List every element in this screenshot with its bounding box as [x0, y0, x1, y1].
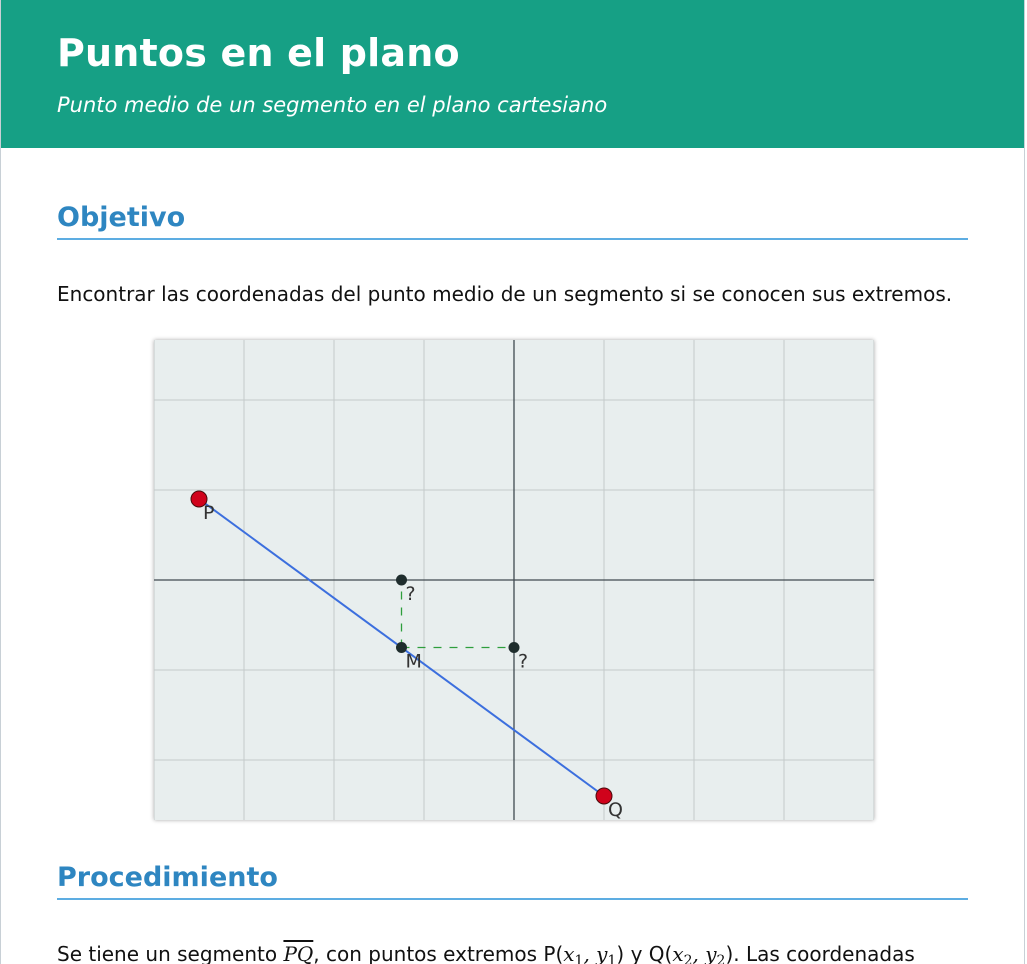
math-x1: $x_1$, $y_1$	[563, 942, 617, 964]
page-subtitle: Punto medio de un segmento en el plano cartesiano	[57, 93, 608, 117]
page-title: Puntos en el plano	[57, 31, 460, 75]
math-x2: $x_2$, $y_2$	[672, 942, 726, 964]
cartesian-plane[interactable]	[154, 340, 874, 820]
procedure-text-part: , con puntos extremos P(	[313, 942, 564, 964]
point-label: ?	[405, 583, 416, 605]
point-label: Q	[608, 799, 623, 820]
procedure-text	[57, 940, 968, 964]
procedure-text-part: Se tiene un segmento	[57, 942, 284, 964]
cartesian-figure[interactable]	[154, 340, 874, 820]
point-label: ?	[518, 650, 529, 673]
objective-heading: Objetivo	[57, 200, 968, 240]
procedure-heading: Procedimiento	[57, 860, 968, 900]
procedure-text-part: ) y Q(	[616, 942, 673, 964]
header-banner	[1, 0, 1024, 148]
point-label: M	[405, 650, 422, 673]
procedure-text-part: ). Las coordenadas	[725, 942, 915, 964]
objective-text: Encontrar las coordenadas del punto medio de un segmento si se conocen sus extremos.	[57, 282, 953, 306]
point-label: P	[203, 502, 215, 524]
segment-pq-symbol: $\overline{PQ}$	[283, 942, 314, 964]
content	[1, 200, 1024, 964]
